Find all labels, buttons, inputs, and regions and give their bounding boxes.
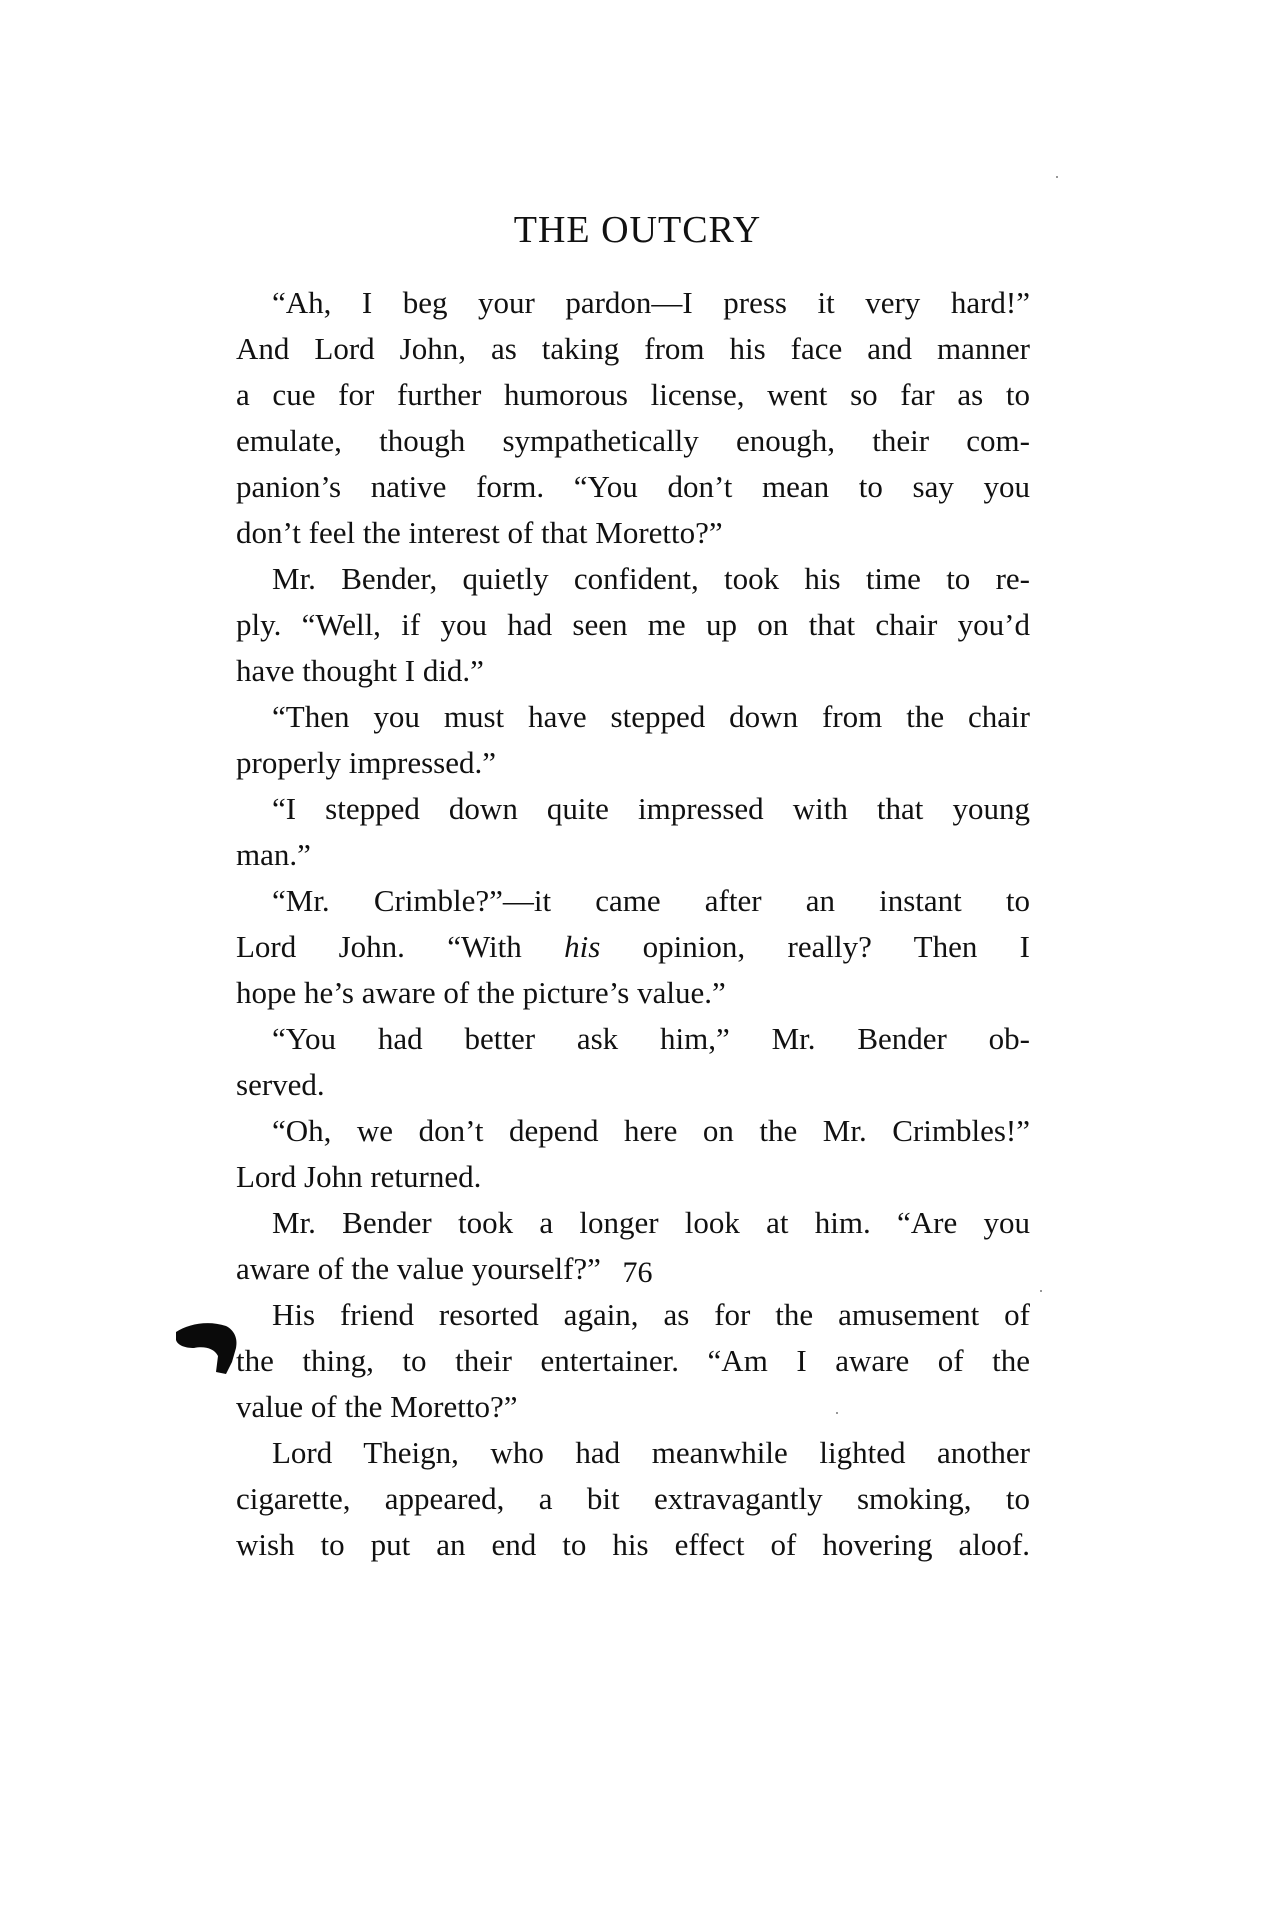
text-line: have thought I did.” (236, 653, 484, 688)
text-line: Lord John. “With his opinion, really? Then I (236, 929, 1030, 964)
body-text (236, 280, 1030, 1568)
text-line: Lord Theign, who had meanwhile lighted another (272, 1435, 1030, 1470)
text-line: “You had better ask him,” Mr. Bender ob- (272, 1021, 1030, 1056)
text-line: properly impressed.” (236, 745, 496, 780)
text-line: “I stepped down quite impressed with that young (272, 791, 1030, 826)
text-line: “Oh, we don’t depend here on the Mr. Crimbles!” (272, 1113, 1030, 1148)
text-line: “Ah, I beg your pardon—I press it very hard!” (272, 285, 1030, 320)
running-head: THE OUTCRY (513, 209, 762, 251)
ink-blot-mark (174, 1318, 244, 1376)
text-line: “Mr. Crimble?”—it came after an instant to (272, 883, 1030, 918)
text-line: aware of the value yourself?” (236, 1251, 601, 1286)
text-line: value of the Moretto?” (236, 1389, 518, 1424)
text-line: don’t feel the interest of that Moretto?” (236, 515, 723, 550)
emphasis: his (564, 929, 601, 964)
page-number: 76 (622, 1256, 653, 1289)
text-line: “Then you must have stepped down from the chair (272, 699, 1030, 734)
text-line: And Lord John, as taking from his face and manner (236, 331, 1030, 366)
text-line: ply. “Well, if you had seen me up on that chair you’d (236, 607, 1030, 642)
text-line: Mr. Bender, quietly confident, took his time to re- (272, 561, 1030, 596)
paper-speck (1040, 1290, 1042, 1292)
text-line: man.” (236, 837, 311, 872)
text-line: a cue for further humorous license, went so far as to (236, 377, 1030, 412)
text-line: panion’s native form. “You don’t mean to say you (236, 469, 1030, 504)
text-line: wish to put an end to his effect of hovering aloof. (236, 1527, 1030, 1562)
text-line: served. (236, 1067, 325, 1102)
paper-speck (836, 1412, 838, 1414)
paper-speck (1056, 176, 1058, 178)
text-line: Lord John returned. (236, 1159, 482, 1194)
text-line: Mr. Bender took a longer look at him. “Are you (272, 1205, 1030, 1240)
text-line: His friend resorted again, as for the amusement of (272, 1297, 1030, 1332)
text-line: hope he’s aware of the picture’s value.” (236, 975, 726, 1010)
text-line: the thing, to their entertainer. “Am I aware of the (236, 1343, 1030, 1378)
text-line: emulate, though sympathetically enough, their com- (236, 423, 1030, 458)
text-line: cigarette, appeared, a bit extravagantly smoking, to (236, 1481, 1030, 1516)
